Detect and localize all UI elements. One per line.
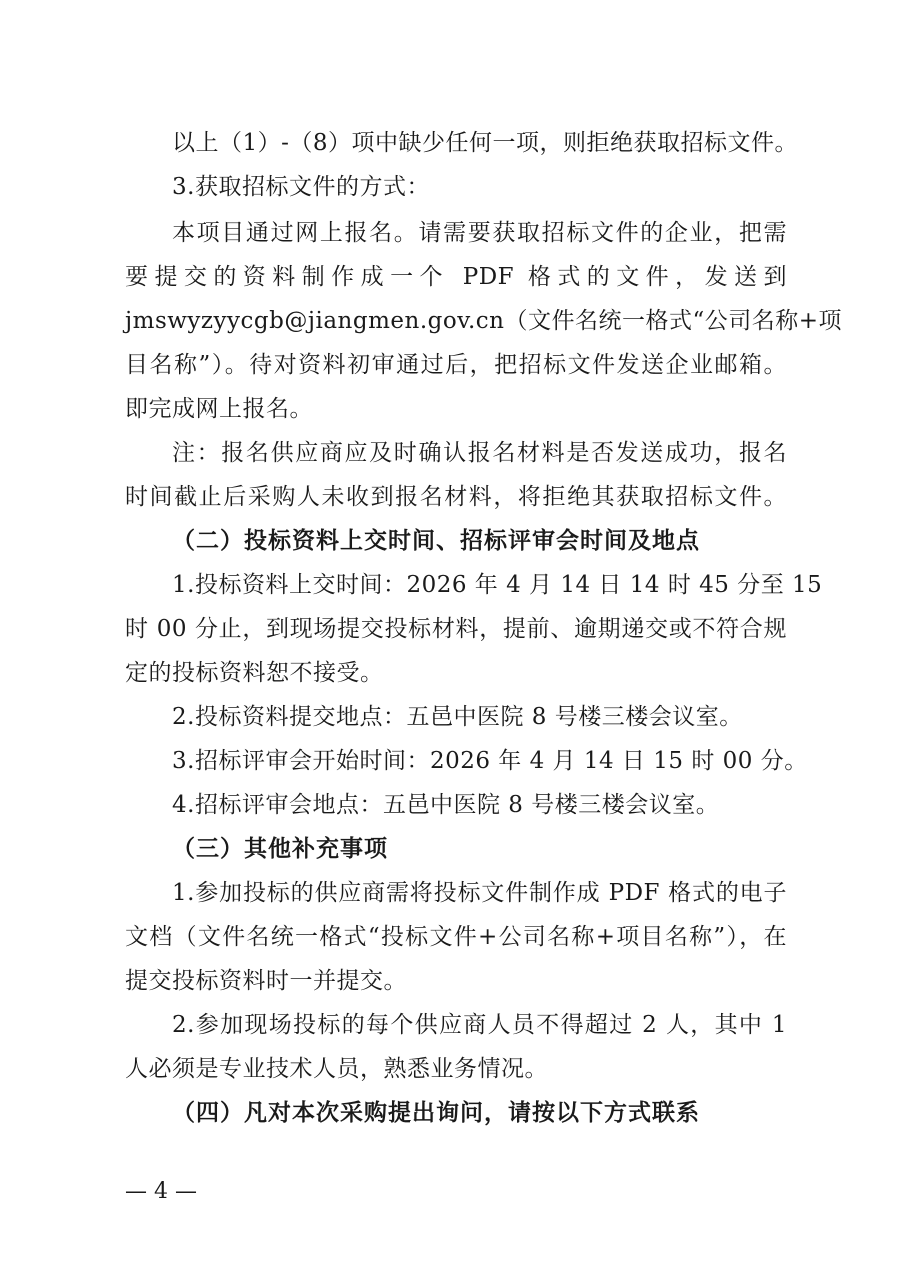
paragraph-line: 提交投标资料时一并提交。 bbox=[125, 968, 407, 994]
paragraph-line: 2.投标资料提交地点：五邑中医院 8 号楼三楼会议室。 bbox=[172, 704, 743, 730]
paragraph-line: 目名称”）。待对资料初审通过后，把招标文件发送企业邮箱。 bbox=[125, 352, 787, 378]
page-number: — 4 — bbox=[125, 1179, 197, 1204]
paragraph-line: 本项目通过网上报名。请需要获取招标文件的企业，把需 bbox=[172, 220, 787, 246]
paragraph-line: 1.投标资料上交时间：2026 年 4 月 14 日 14 时 45 分至 15 bbox=[172, 572, 823, 598]
paragraph-line: 时 00 分止，到现场提交投标材料，提前、逾期递交或不符合规 bbox=[125, 616, 787, 642]
paragraph-line: 定的投标资料恕不接受。 bbox=[125, 660, 384, 686]
paragraph-line: 2.参加现场投标的每个供应商人员不得超过 2 人，其中 1 bbox=[172, 1012, 787, 1038]
paragraph-line: 人必须是专业技术人员，熟悉业务情况。 bbox=[125, 1056, 548, 1082]
paragraph-line: 注：报名供应商应及时确认报名材料是否发送成功，报名 bbox=[172, 440, 787, 466]
paragraph-line: 文档（文件名统一格式“投标文件+公司名称+项目名称”），在 bbox=[125, 924, 787, 950]
paragraph-line: 以上（1）-（8）项中缺少任何一项，则拒绝获取招标文件。 bbox=[172, 130, 799, 156]
section-heading: （二）投标资料上交时间、招标评审会时间及地点 bbox=[172, 527, 700, 554]
paragraph-line: jmswyzyycgb@jiangmen.gov.cn（文件名统一格式“公司名称+项 bbox=[125, 308, 843, 334]
paragraph-line: 1.参加投标的供应商需将投标文件制作成 PDF 格式的电子 bbox=[172, 880, 787, 906]
paragraph-line: 即完成网上报名。 bbox=[125, 396, 313, 422]
paragraph-line: 3.获取招标文件的方式： bbox=[172, 174, 430, 200]
paragraph-line: 3.招标评审会开始时间：2026 年 4 月 14 日 15 时 00 分。 bbox=[172, 748, 808, 774]
paragraph-line: 要提交的资料制作成一个 PDF 格式的文件，发送到 bbox=[125, 264, 787, 290]
section-heading: （三）其他补充事项 bbox=[172, 835, 388, 862]
paragraph-line: 4.招标评审会地点：五邑中医院 8 号楼三楼会议室。 bbox=[172, 792, 720, 818]
section-heading: （四）凡对本次采购提出询问，请按以下方式联系 bbox=[172, 1099, 700, 1126]
paragraph-line: 时间截止后采购人未收到报名材料，将拒绝其获取招标文件。 bbox=[125, 484, 787, 510]
